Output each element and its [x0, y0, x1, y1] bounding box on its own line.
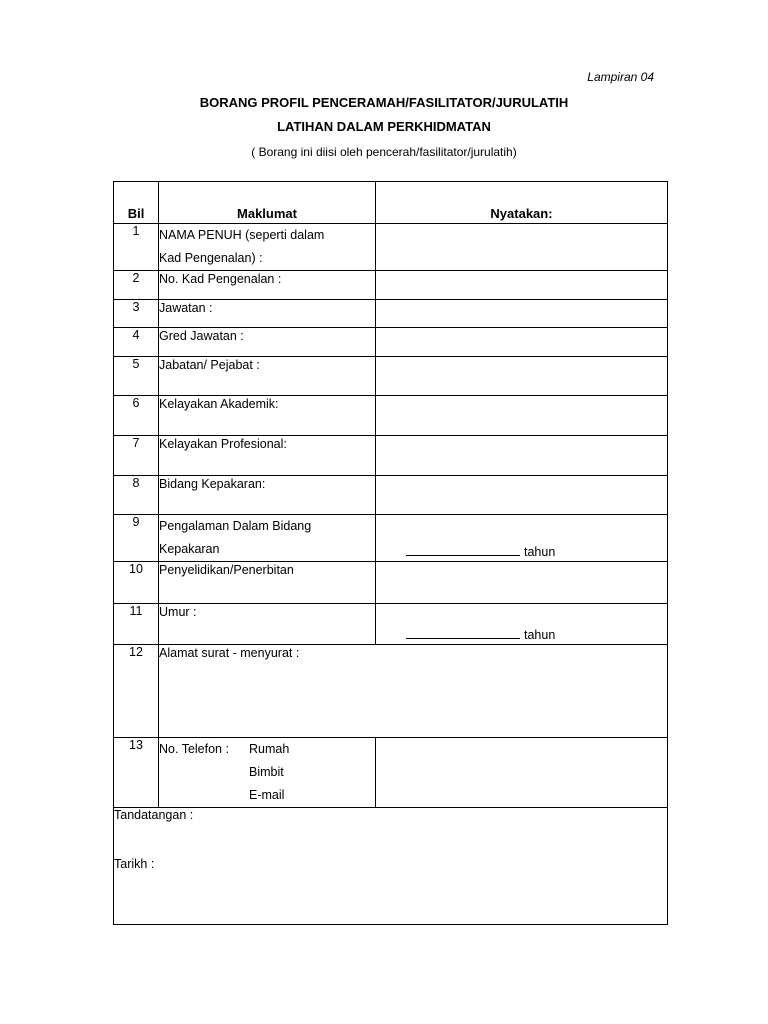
row-label: Kelayakan Akademik:: [159, 396, 376, 436]
years-unit: tahun: [524, 628, 556, 642]
row-number: 8: [114, 476, 159, 515]
table-row: [114, 300, 668, 328]
blank-underline: [406, 628, 520, 639]
row-label: Alamat surat - menyurat :: [159, 646, 300, 660]
answer-field-alamat[interactable]: [159, 645, 668, 738]
answer-field-penyelidikan[interactable]: [376, 562, 668, 604]
table-row: [114, 328, 668, 357]
row-number: 9: [114, 515, 159, 562]
form-subtitle: LATIHAN DALAM PERKHIDMATAN: [277, 119, 491, 134]
row-number: 6: [114, 396, 159, 436]
row-number: 10: [114, 562, 159, 604]
years-input: [406, 628, 555, 642]
table-row: [114, 271, 668, 300]
row-number: 1: [114, 224, 159, 271]
years-input: [406, 545, 555, 559]
answer-field-jawatan[interactable]: [376, 300, 668, 328]
answer-field-umur[interactable]: [376, 604, 668, 645]
answer-field-bidang-kepakaran[interactable]: [376, 476, 668, 515]
table-header-row: [114, 182, 668, 224]
table-row: [114, 476, 668, 515]
table-row: [114, 738, 668, 808]
answer-field-telefon[interactable]: [376, 738, 668, 808]
answer-field-kelayakan-profesional[interactable]: [376, 436, 668, 476]
row-label: [159, 738, 376, 808]
telefon-rumah-label: Rumah: [249, 742, 290, 756]
form-note: ( Borang ini diisi oleh pencerah/fasilitator/jurulatih): [251, 145, 517, 159]
row-number: 3: [114, 300, 159, 328]
label-line: NAMA PENUH (seperti dalam: [159, 228, 325, 242]
row-number: 13: [114, 738, 159, 808]
row-number: 2: [114, 271, 159, 300]
answer-field-gred-jawatan[interactable]: [376, 328, 668, 357]
table-row: [114, 604, 668, 645]
answer-field-pengalaman[interactable]: [376, 515, 668, 562]
blank-underline: [406, 545, 520, 556]
row-label: No. Kad Pengenalan :: [159, 271, 376, 300]
row-number: 7: [114, 436, 159, 476]
tarikh-field[interactable]: [114, 857, 667, 871]
table-row: [114, 515, 668, 562]
row-label: [159, 515, 376, 562]
answer-field-jabatan[interactable]: [376, 357, 668, 396]
label-line: Pengalaman Dalam Bidang: [159, 519, 312, 533]
label-line: Kad Pengenalan) :: [159, 251, 263, 265]
row-label: Kelayakan Profesional:: [159, 436, 376, 476]
label-line: Kepakaran: [159, 542, 220, 556]
row-label: Umur :: [159, 604, 376, 645]
row-label: Jawatan :: [159, 300, 376, 328]
row-number: 11: [114, 604, 159, 645]
years-unit: tahun: [524, 545, 556, 559]
row-label: Jabatan/ Pejabat :: [159, 357, 376, 396]
profile-form-table: [113, 181, 668, 925]
email-label: E-mail: [249, 788, 285, 802]
table-row: [114, 396, 668, 436]
lampiran-label: Lampiran 04: [587, 70, 654, 84]
answer-field-kelayakan-akademik[interactable]: [376, 396, 668, 436]
table-row: [114, 645, 668, 738]
tandatangan-label: Tandatangan :: [114, 808, 194, 822]
row-label: Gred Jawatan :: [159, 328, 376, 357]
form-title: BORANG PROFIL PENCERAMAH/FASILITATOR/JURULATIH: [199, 95, 569, 110]
header-maklumat: Maklumat: [159, 182, 376, 224]
row-number: 4: [114, 328, 159, 357]
tandatangan-field[interactable]: [114, 808, 667, 857]
answer-field-kad-pengenalan[interactable]: [376, 271, 668, 300]
header-nyatakan: Nyatakan:: [376, 182, 668, 224]
table-row: [114, 357, 668, 396]
table-row: [114, 224, 668, 271]
row-label: Bidang Kepakaran:: [159, 476, 376, 515]
header-bil: Bil: [114, 182, 159, 224]
table-row: [114, 436, 668, 476]
row-number: 12: [114, 645, 159, 738]
tarikh-label: Tarikh :: [114, 857, 155, 871]
signature-section: [114, 808, 668, 925]
signature-row: [114, 808, 668, 925]
row-label: [159, 224, 376, 271]
telefon-bimbit-label: Bimbit: [249, 765, 284, 779]
table-row: [114, 562, 668, 604]
row-number: 5: [114, 357, 159, 396]
telefon-label: No. Telefon :: [159, 742, 229, 756]
row-label: Penyelidikan/Penerbitan: [159, 562, 376, 604]
answer-field-nama-penuh[interactable]: [376, 224, 668, 271]
